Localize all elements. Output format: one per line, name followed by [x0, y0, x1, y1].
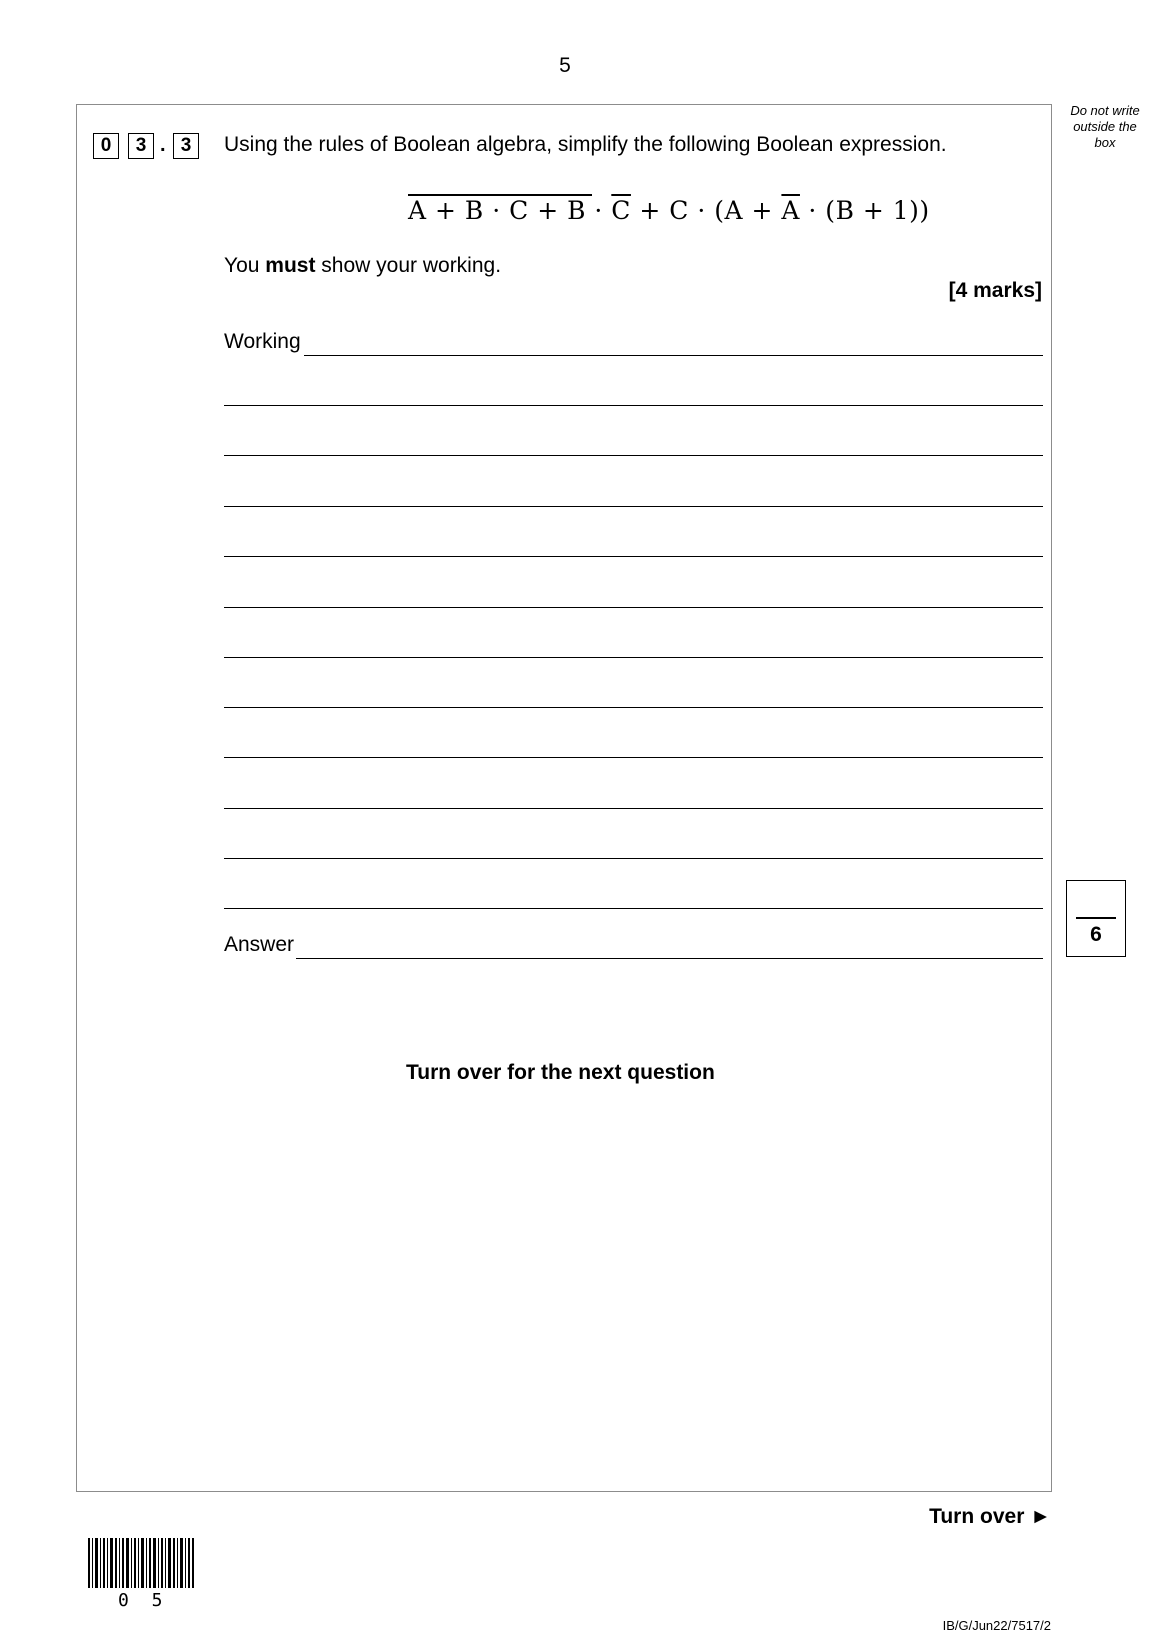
- working-line[interactable]: [224, 405, 1043, 406]
- barcode: [88, 1538, 194, 1588]
- working-line[interactable]: [304, 355, 1043, 356]
- expression-term: + B · C + B ·: [426, 196, 612, 225]
- paper-code: IB/G/Jun22/7517/2: [942, 1618, 1051, 1633]
- answer-label: Answer: [224, 933, 295, 956]
- question-prompt: Using the rules of Boolean algebra, simplify the following Boolean expression.: [224, 133, 947, 156]
- answer-frame: [76, 104, 1052, 1492]
- working-line[interactable]: [224, 908, 1043, 909]
- instruction-emphasis: must: [265, 254, 316, 277]
- question-number-digit: 3: [128, 133, 154, 159]
- margin-note-line: Do not write: [1070, 103, 1140, 118]
- margin-note-line: outside the: [1073, 119, 1137, 134]
- answer-line[interactable]: [296, 958, 1043, 959]
- question-number-digit: 3: [173, 133, 199, 159]
- turn-over: Turn over ►: [929, 1505, 1051, 1528]
- working-line[interactable]: [224, 506, 1043, 507]
- working-line[interactable]: [224, 858, 1043, 859]
- marks-label: [4 marks]: [948, 279, 1042, 302]
- instruction-text: show your working.: [315, 254, 502, 277]
- score-divider: [1076, 917, 1116, 919]
- expression-term: $\overline{A}$: [408, 196, 427, 225]
- question-number-separator: .: [160, 134, 166, 156]
- working-line[interactable]: [224, 657, 1043, 658]
- instruction: [224, 254, 501, 278]
- working-line[interactable]: [224, 757, 1043, 758]
- instruction-text: You: [224, 254, 266, 277]
- boolean-expression: [408, 196, 930, 225]
- expression-term: · (B + 1)): [799, 196, 930, 225]
- working-line[interactable]: [224, 808, 1043, 809]
- working-line[interactable]: [224, 707, 1043, 708]
- expression-term: $\overline{A}$: [781, 196, 800, 225]
- question-number-digit: 0: [93, 133, 119, 159]
- margin-note: [1060, 103, 1150, 151]
- margin-note-line: box: [1094, 135, 1116, 150]
- score-total: 6: [1090, 923, 1102, 946]
- expression-term: $\overline{C}$: [611, 196, 631, 225]
- working-line[interactable]: [224, 607, 1043, 608]
- working-label: Working: [224, 330, 301, 353]
- expression-term: + C · (A +: [630, 196, 782, 225]
- working-line[interactable]: [224, 455, 1043, 456]
- turn-over-next-question: Turn over for the next question: [406, 1061, 715, 1084]
- page-number: 5: [559, 54, 571, 77]
- working-line[interactable]: [224, 556, 1043, 557]
- barcode-digits: 0 5: [118, 1590, 169, 1611]
